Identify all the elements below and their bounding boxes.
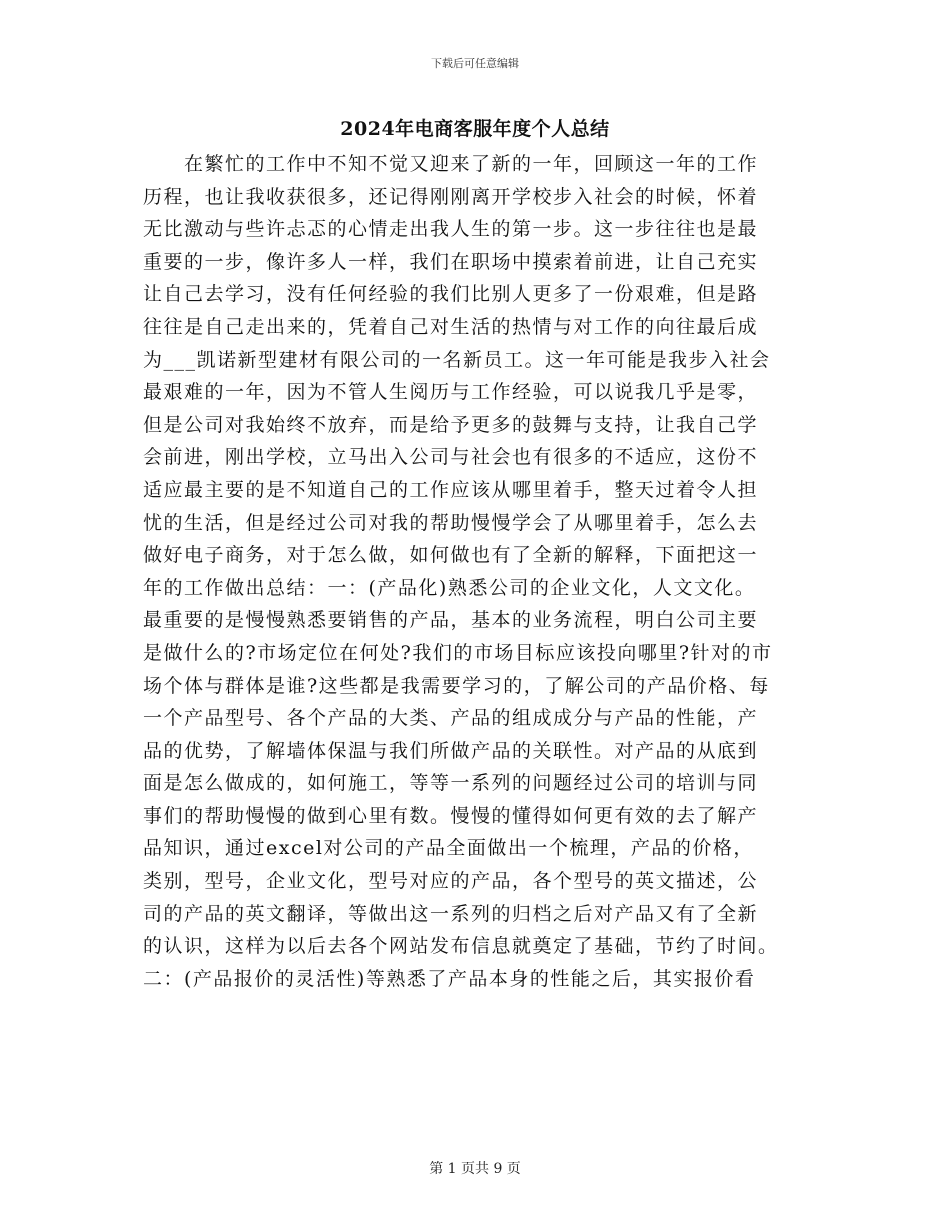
body-line: 最艰难的一年，因为不管人生阅历与工作经验，可以说我几乎是零， <box>143 381 759 404</box>
page-header: 下载后可任意编辑 <box>431 57 519 70</box>
body-line: 是做什么的?市场定位在何处?我们的市场目标应该投向哪里?针对的市 <box>143 641 773 664</box>
body-line: 面是怎么做成的，如何施工，等等一系列的问题经过公司的培训与同 <box>143 772 759 795</box>
body-line: 类别，型号，企业文化，型号对应的产品，各个型号的英文描述，公 <box>143 870 759 893</box>
body-line: 无比激动与些许忐忑的心情走出我人生的第一步。这一步往往也是最 <box>143 218 759 241</box>
body-line: 场个体与群体是谁?这些都是我需要学习的，了解公司的产品价格、每 <box>143 674 770 697</box>
body-line: 历程，也让我收获很多，还记得刚刚离开学校步入社会的时候，怀着 <box>143 185 759 208</box>
body-line: 二：(产品报价的灵活性)等熟悉了产品本身的性能之后，其实报价看 <box>143 967 756 990</box>
body-line: 做好电子商务，对于怎么做，如何做也有了全新的解释，下面把这一 <box>143 544 759 567</box>
document-title: 2024年电商客服年度个人总结 <box>340 118 610 140</box>
body-line: 忧的生活，但是经过公司对我的帮助慢慢学会了从哪里着手，怎么去 <box>143 511 759 534</box>
body-line: 的认识，这样为以后去各个网站发布信息就奠定了基础，节约了时间。 <box>143 935 779 958</box>
document-body <box>143 148 808 995</box>
body-line: 司的产品的英文翻译，等做出这一系列的归档之后对产品又有了全新 <box>143 902 759 925</box>
body-line: 会前进，刚出学校，立马出入公司与社会也有很多的不适应，这份不 <box>143 446 759 469</box>
body-line: 但是公司对我始终不放弃，而是给予更多的鼓舞与支持，让我自己学 <box>143 413 759 436</box>
body-line: 品知识，通过excel对公司的产品全面做出一个梳理，产品的价格， <box>143 837 754 860</box>
body-line: 年的工作做出总结：一：(产品化)熟悉公司的企业文化，人文文化。 <box>143 576 756 599</box>
body-line: 品的优势，了解墙体保温与我们所做产品的关联性。对产品的从底到 <box>143 739 759 762</box>
body-line: 最重要的是慢慢熟悉要销售的产品，基本的业务流程，明白公司主要 <box>143 609 759 632</box>
body-line: 为___凯诺新型建材有限公司的一名新员工。这一年可能是我步入社会 <box>143 348 771 371</box>
page-footer: 第 1 页共 9 页 <box>429 1161 521 1177</box>
body-line: 事们的帮助慢慢的做到心里有数。慢慢的懂得如何更有效的去了解产 <box>143 804 759 827</box>
body-line: 适应最主要的是不知道自己的工作应该从哪里着手，整天过着令人担 <box>143 478 759 501</box>
body-line: 重要的一步，像许多人一样，我们在职场中摸索着前进，让自己充实 <box>143 250 759 273</box>
body-line: 让自己去学习，没有任何经验的我们比别人更多了一份艰难，但是路 <box>143 283 759 306</box>
body-line: 在繁忙的工作中不知不觉又迎来了新的一年，回顾这一年的工作 <box>143 153 759 175</box>
body-line: 一个产品型号、各个产品的大类、产品的组成成分与产品的性能，产 <box>143 707 759 730</box>
body-line: 往往是自己走出来的，凭着自己对生活的热情与对工作的向往最后成 <box>143 315 759 338</box>
